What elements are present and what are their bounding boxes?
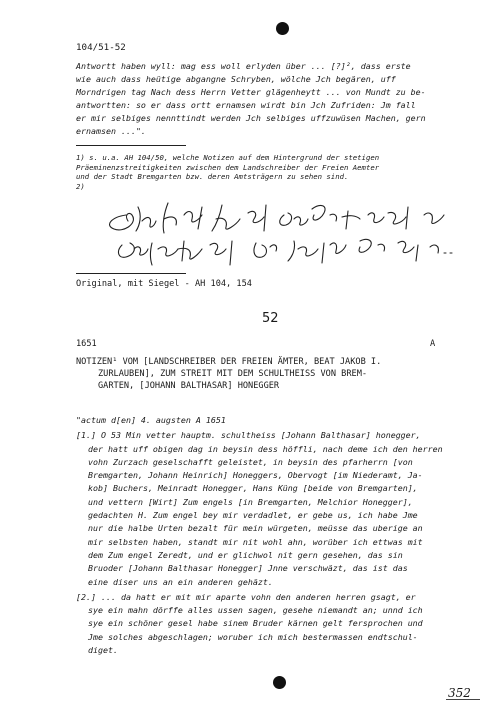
answer-line: er mir selbiges nennttindt werden Jch selbiges uffzuwüsen Machen, gern bbox=[76, 113, 426, 123]
body-line: und vettern [Wirt] Zum engels [in Bremgarten, Melchior Honegger], bbox=[88, 496, 413, 507]
body-line: vohn Zurzach geselschafft geleistet, in beysin des pfarherrn [von bbox=[88, 456, 413, 467]
body-line: der hatt uff obigen dag in beysin dess höffli, nach deme ich den herren bbox=[88, 443, 443, 454]
body-line: Bremgarten, Johann Heinrich] Honeggers, Obervogt [im Niederamt, Ja- bbox=[88, 470, 423, 481]
footnote-line: Präeminenzstreitigkeiten zwischen dem Landschreiber der Freien Aemter bbox=[76, 162, 380, 172]
page-number-underline bbox=[446, 699, 480, 700]
punch-hole-bottom bbox=[273, 676, 286, 689]
body-line: Bruoder [Johann Balthasar Honegger] Jnne verschwäzt, das ist das bbox=[88, 563, 408, 574]
page-reference: 104/51-52 bbox=[76, 42, 126, 53]
footnote-line: 1) s. u.a. AH 104/50, welche Notizen auf dem Hintergrund der stetigen bbox=[76, 153, 380, 162]
document-title bbox=[76, 356, 381, 393]
answer-line: Morndrigen tag Nach dess Herrn Vetter glägenheytt ... von Mundt zu be- bbox=[76, 87, 426, 97]
answer-line: Antwortt haben wyll: mag ess woll erlyden über ... [?]², dass erste bbox=[76, 61, 411, 71]
body-line: sye ein schöner gesel habe sinem Bruder kärnen gelt fersprochen und bbox=[88, 618, 423, 629]
original-note: Original, mit Siegel - AH 104, 154 bbox=[76, 279, 252, 289]
footnote-divider bbox=[76, 145, 186, 146]
answer-paragraph bbox=[76, 60, 462, 138]
body-line: eine diser uns an ein anderen gehäzt. bbox=[88, 576, 273, 587]
footnote-line: und der Stadt Bremgarten bzw. deren Amtsträgern zu sehen sind. bbox=[76, 172, 349, 182]
date-year: 1651 bbox=[76, 339, 97, 349]
body-line: kob] Buchers, Meinradt Honegger, Hans Küng [beide von Bremgarten], bbox=[88, 483, 418, 494]
section-letter: A bbox=[430, 339, 436, 349]
title-line: ZURLAUBEN], ZUM STREIT MIT DEM SCHULTHEISS VON BREM- bbox=[98, 369, 368, 380]
document-number: 52 bbox=[262, 311, 279, 326]
footnote-1 bbox=[76, 153, 466, 182]
handwritten-signature-image bbox=[98, 185, 458, 273]
footnote-2-marker: 2) bbox=[76, 182, 85, 191]
body-line: dem Zum engel Zeredt, und er glichwol nit gern gesehen, das sin bbox=[88, 549, 403, 560]
answer-line: ernamsen ...". bbox=[76, 126, 146, 136]
body-line: nur die halbe Urten bezalt für mein würgeten, meüsse das uberige an bbox=[88, 523, 423, 534]
title-line: NOTIZEN¹ VOM [LANDSCHREIBER DER FREIEN ÄMTER, BEAT JAKOB I. bbox=[76, 357, 382, 367]
answer-line: wie auch dass heütige abgangne Schryben, wölche Jch begären, uff bbox=[76, 74, 396, 84]
body-line: gedachten H. Zum engel bey mir verdadlet, er gebe us, ich habe Jme bbox=[88, 510, 418, 521]
answer-line: antwortten: so er dass ortt ernamsen wirdt bin Jch Zufriden: Jm fall bbox=[76, 100, 416, 110]
body-line: mir selbsten haben, standt mir nit wohl ahn, worüber ich ettwas mit bbox=[88, 536, 423, 547]
section-divider bbox=[76, 273, 186, 274]
handwritten-page-number: 352 bbox=[448, 686, 471, 700]
punch-hole-top bbox=[276, 22, 289, 35]
body-text bbox=[76, 414, 472, 657]
body-line: "actum d[en] 4. augsten A 1651 bbox=[76, 415, 226, 425]
title-line: GARTEN, [JOHANN BALTHASAR] HONEGGER bbox=[98, 381, 280, 392]
body-line: diget. bbox=[88, 645, 118, 656]
body-line: sye ein mahn dörffe alles ussen sagen, gesehe niemandt an; unnd ich bbox=[88, 605, 423, 616]
body-line: [1.] O 53 Min vetter hauptm. schultheiss [Johann Balthasar] honegger, bbox=[76, 430, 421, 441]
body-line: [2.] ... da hatt er mit mir aparte vohn den anderen herren gsagt, er bbox=[76, 591, 416, 602]
body-line: Jme solches abgeschlagen; woruber ich mich bestermassen endtschul- bbox=[88, 631, 418, 642]
